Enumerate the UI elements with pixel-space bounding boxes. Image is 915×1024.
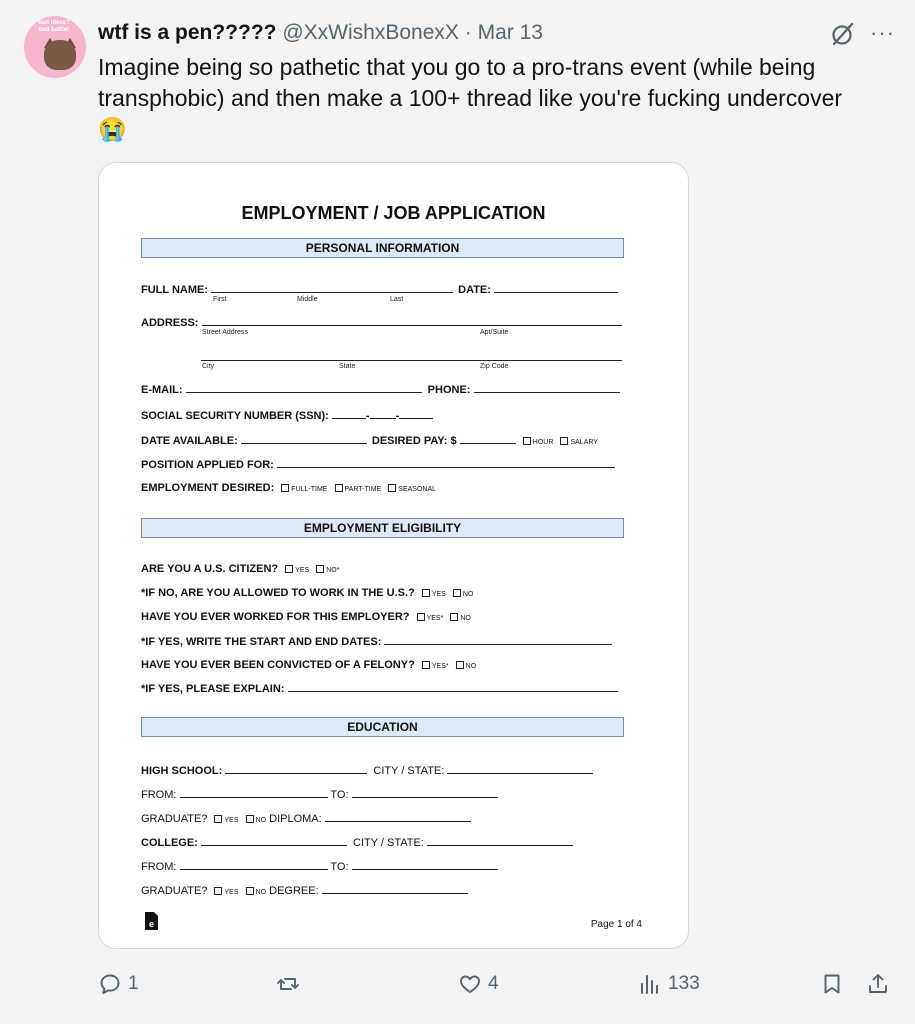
- row-hs-graduate: [141, 812, 471, 825]
- row-address: [141, 316, 622, 329]
- checkbox-salary[interactable]: [560, 437, 568, 445]
- label-citizen: ARE YOU A U.S. CITIZEN?: [141, 563, 279, 575]
- view-count: 133: [668, 973, 700, 994]
- label-diploma: DIPLOMA:: [269, 813, 322, 825]
- checkbox-full-time[interactable]: [281, 484, 289, 492]
- repost-button[interactable]: [276, 966, 306, 1002]
- section-education: EDUCATION: [141, 717, 624, 737]
- label-hs-yes: YES: [224, 817, 239, 824]
- row-college-from: [141, 860, 498, 873]
- section-eligibility: EMPLOYMENT ELIGIBILITY: [141, 518, 624, 538]
- row-college-graduate: [141, 884, 468, 897]
- kitten-image: [44, 40, 76, 70]
- row-college: [141, 836, 573, 849]
- label-full-time: FULL-TIME: [291, 486, 328, 493]
- checkbox-allowed-no[interactable]: [453, 589, 461, 597]
- row-hs-from: [141, 788, 498, 801]
- label-phone: PHONE:: [427, 384, 471, 396]
- checkbox-worked-no[interactable]: [450, 613, 458, 621]
- address-line-2: [201, 360, 622, 361]
- more-icon[interactable]: ···: [870, 20, 895, 45]
- application-form: [99, 163, 688, 948]
- label-allowed-no: NO: [462, 591, 474, 598]
- section-personal: PERSONAL INFORMATION: [141, 238, 624, 258]
- row-high-school: [141, 764, 593, 777]
- separator: ·: [464, 21, 472, 44]
- label-hs-from: FROM:: [141, 789, 177, 801]
- sub-street: Street Address: [202, 329, 248, 336]
- handle[interactable]: @XxWishxBonexX: [282, 21, 459, 44]
- sub-state: State: [339, 363, 356, 370]
- row-ssn: SOCIAL SECURITY NUMBER (SSN): - -: [141, 409, 433, 422]
- sub-zip: Zip Code: [480, 363, 509, 370]
- checkbox-allowed-yes[interactable]: [422, 589, 430, 597]
- bookmark-icon: [820, 972, 844, 996]
- bookmark-button[interactable]: [820, 966, 844, 1002]
- label-dates: *IF YES, WRITE THE START AND END DATES:: [141, 636, 382, 648]
- action-bar: [98, 966, 898, 1002]
- form-title: EMPLOYMENT / JOB APPLICATION: [241, 203, 546, 223]
- label-hs-city-state: CITY / STATE:: [373, 765, 445, 777]
- row-allowed: [141, 587, 473, 599]
- label-college-no: NO: [255, 889, 267, 896]
- label-desired-pay: DESIRED PAY: $: [371, 435, 457, 447]
- display-name[interactable]: wtf is a pen?????: [98, 21, 277, 44]
- tweet-date[interactable]: Mar 13: [477, 21, 543, 44]
- checkbox-felony-no[interactable]: [456, 661, 464, 669]
- row-position: [141, 458, 615, 471]
- row-dates: [141, 635, 612, 648]
- tweet-header: [98, 18, 895, 48]
- page-number: Page 1 of 4: [590, 919, 642, 930]
- label-email: E-MAIL:: [141, 384, 183, 396]
- checkbox-citizen-yes[interactable]: [285, 565, 293, 573]
- label-date-available: DATE AVAILABLE:: [141, 435, 238, 447]
- checkbox-hs-yes[interactable]: [214, 815, 222, 823]
- row-employment-desired: [141, 482, 436, 494]
- like-count: 4: [488, 973, 499, 994]
- tweet-media[interactable]: [98, 162, 689, 949]
- avatar-text: bad ideas? bad battle!: [38, 20, 70, 33]
- tweet-text: [98, 52, 888, 145]
- label-college: COLLEGE:: [141, 837, 198, 849]
- heart-icon: [458, 972, 482, 996]
- row-felony: [141, 659, 476, 671]
- checkbox-hs-no[interactable]: [246, 815, 254, 823]
- label-allowed-yes: YES: [431, 591, 446, 598]
- share-button[interactable]: [866, 966, 890, 1002]
- label-employment-desired: EMPLOYMENT DESIRED:: [141, 482, 275, 494]
- analytics-icon: [638, 972, 662, 996]
- avatar[interactable]: [24, 16, 86, 78]
- label-felony: HAVE YOU EVER BEEN CONVICTED OF A FELONY?: [141, 659, 415, 671]
- label-part-time: PART-TIME: [344, 486, 382, 493]
- label-hs-no: NO: [255, 817, 267, 824]
- label-address: ADDRESS:: [141, 317, 199, 329]
- label-college-from: FROM:: [141, 861, 177, 873]
- checkbox-felony-yes[interactable]: [422, 661, 430, 669]
- grok-icon[interactable]: [829, 21, 855, 47]
- row-date-available: [141, 434, 598, 447]
- label-college-graduate: GRADUATE?: [141, 885, 208, 897]
- sub-middle: Middle: [297, 296, 318, 303]
- label-felony-yes: YES*: [431, 663, 449, 670]
- checkbox-hour[interactable]: [523, 437, 531, 445]
- label-felony-no: NO: [465, 663, 477, 670]
- label-college-to: TO:: [330, 861, 349, 873]
- checkbox-part-time[interactable]: [335, 484, 343, 492]
- label-full-name: FULL NAME:: [141, 284, 209, 296]
- row-email: [141, 383, 620, 396]
- label-degree: DEGREE:: [269, 885, 319, 897]
- row-worked: [141, 611, 471, 623]
- tweet-body: Imagine being so pathetic that you go to a pro-trans event (while being transphobic) and then make a 100+ thread like you're fucking undercover: [98, 54, 843, 111]
- checkbox-college-yes[interactable]: [214, 887, 222, 895]
- label-citizen-yes: YES: [295, 567, 310, 574]
- sub-last: Last: [390, 296, 404, 303]
- checkbox-college-no[interactable]: [246, 887, 254, 895]
- svg-text:e: e: [148, 919, 155, 929]
- sub-first: First: [213, 296, 227, 303]
- label-salary: SALARY: [570, 439, 598, 446]
- reply-button[interactable]: [98, 966, 139, 1002]
- label-worked-no: NO: [460, 615, 471, 622]
- label-worked: HAVE YOU EVER WORKED FOR THIS EMPLOYER?: [141, 611, 410, 623]
- label-college-yes: YES: [224, 889, 239, 896]
- reply-count: 1: [128, 973, 139, 994]
- label-date: DATE:: [458, 284, 491, 296]
- document-logo-icon: [145, 912, 158, 930]
- label-hs-graduate: GRADUATE?: [141, 813, 208, 825]
- crying-emoji: 😭: [98, 116, 127, 142]
- like-button[interactable]: [458, 966, 499, 1002]
- row-explain: [141, 682, 618, 695]
- sub-apt: Apt/Suite: [480, 329, 509, 336]
- label-position: POSITION APPLIED FOR:: [141, 459, 274, 471]
- repost-icon: [276, 972, 300, 996]
- checkbox-worked-yes[interactable]: [417, 613, 425, 621]
- label-worked-yes: YES*: [426, 615, 444, 622]
- sub-city: City: [202, 363, 215, 370]
- checkbox-citizen-no[interactable]: [316, 565, 324, 573]
- label-high-school: HIGH SCHOOL:: [141, 765, 223, 777]
- checkbox-seasonal[interactable]: [388, 484, 396, 492]
- views-button[interactable]: [638, 966, 700, 1002]
- label-college-city-state: CITY / STATE:: [352, 837, 424, 849]
- share-icon: [866, 972, 890, 996]
- row-citizen: [141, 563, 339, 575]
- label-citizen-no: NO*: [326, 567, 340, 574]
- label-ssn: SOCIAL SECURITY NUMBER (SSN):: [141, 410, 329, 422]
- row-full-name: [141, 283, 618, 296]
- label-explain: *IF YES, PLEASE EXPLAIN:: [141, 683, 285, 695]
- label-hour: HOUR: [532, 439, 554, 446]
- reply-icon: [98, 972, 122, 996]
- label-seasonal: SEASONAL: [398, 486, 437, 493]
- label-allowed: *IF NO, ARE YOU ALLOWED TO WORK IN THE U.S.?: [141, 587, 415, 599]
- label-hs-to: TO:: [330, 789, 349, 801]
